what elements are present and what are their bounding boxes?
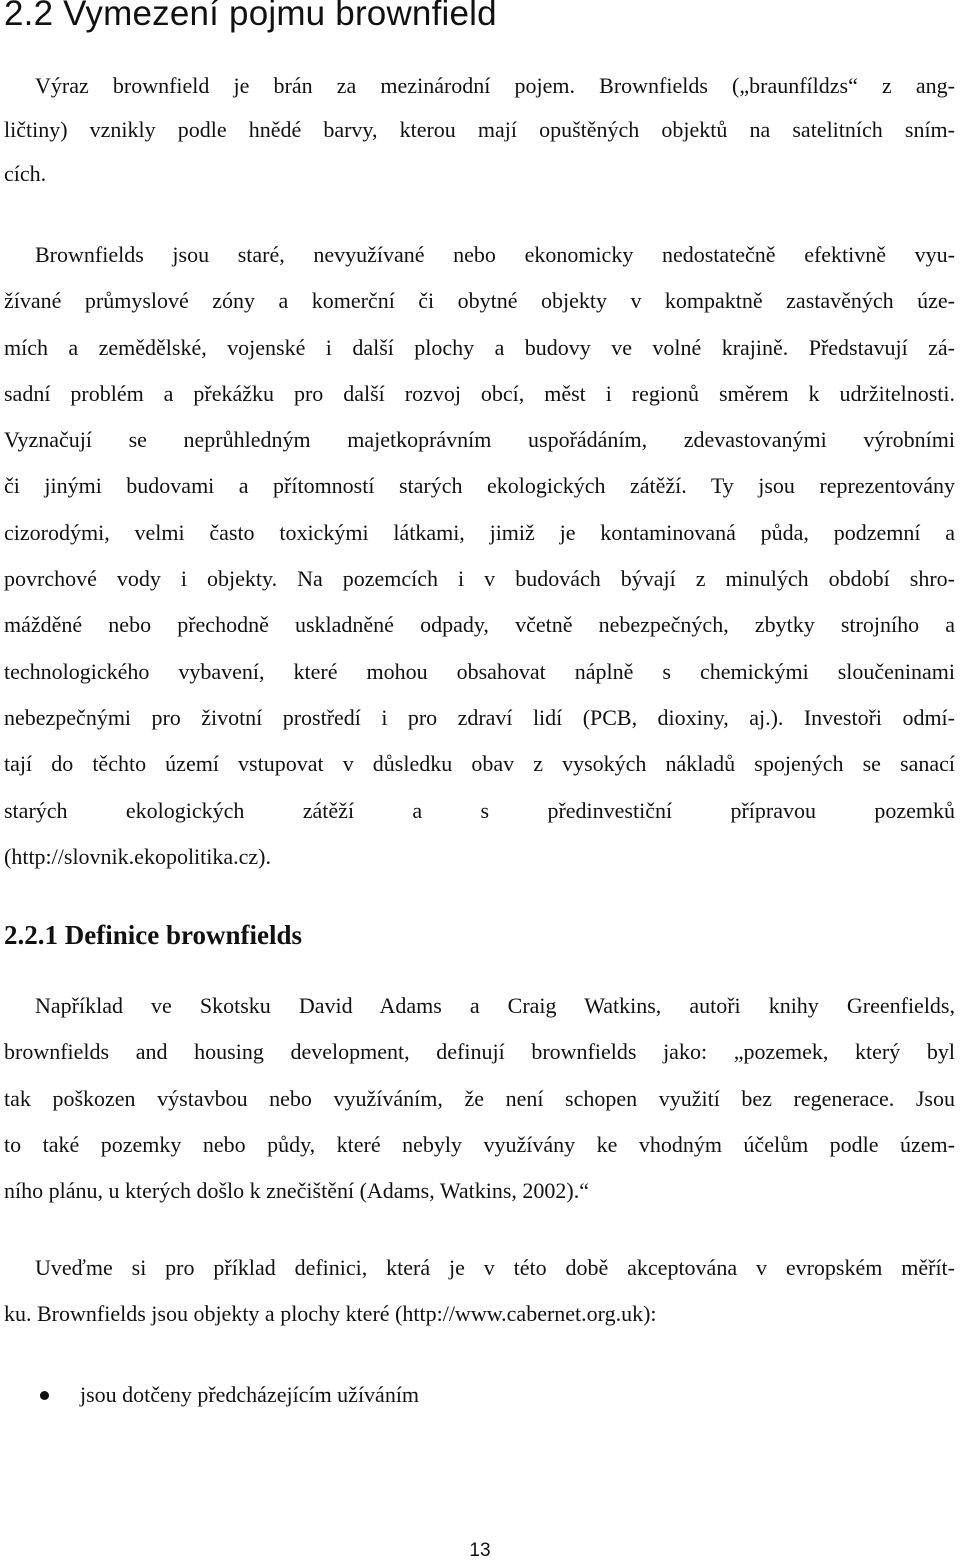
paragraph-line: mích a zemědělské, vojenské i další plochy a budovy ve volné krajině. Představují zá- xyxy=(4,334,955,360)
list-item-text: jsou dotčeny předcházejícím užíváním xyxy=(80,1382,420,1407)
paragraph-line: starých ekologických zátěží a s předinvestiční přípravou pozemků xyxy=(4,797,955,823)
paragraph-line: sadní problém a překážku pro další rozvoj obcí, měst i regionů směrem k udržitelnosti. xyxy=(4,380,955,406)
paragraph-line: ního plánu, u kterých došlo k znečištění (Adams, Watkins, 2002).“ xyxy=(4,1178,589,1204)
paragraph-line: Vyznačují se neprůhledným majetkoprávním uspořádáním, zdevastovanými výrobními xyxy=(4,427,955,453)
paragraph-cabernet xyxy=(4,1245,955,1338)
paragraph-line: Například ve Skotsku David Adams a Craig Watkins, autoři knihy Greenfields, xyxy=(35,993,955,1018)
paragraph-line: ku. Brownfields jsou objekty a plochy které (http://www.cabernet.org.uk): xyxy=(4,1301,657,1327)
paragraph-intro xyxy=(4,64,955,196)
paragraph-line: žívané průmyslové zóny a komerční či obytné objekty v kompaktně zastavěných úze- xyxy=(4,288,955,314)
list-item xyxy=(4,1372,419,1418)
paragraph-line: to také pozemky nebo půdy, které nebyly využívány ke vhodným účelům podle územ- xyxy=(4,1131,955,1157)
page-number: 13 xyxy=(469,1540,491,1561)
paragraph-line: Brownfields jsou staré, nevyužívané nebo ekonomicky nedostatečně efektivně vyu- xyxy=(35,242,955,267)
paragraph-line: mážděné nebo přechodně uskladněné odpady, včetně nebezpečných, zbytky strojního a xyxy=(4,612,955,638)
paragraph-definition xyxy=(4,232,955,880)
paragraph-line: brownfields and housing development, definují brownfields jako: „pozemek, který byl xyxy=(4,1039,955,1065)
bullet-icon xyxy=(40,1391,49,1400)
paragraph-line: tají do těchto území vstupovat v důsledku obav z vysokých nákladů spojených se sanací xyxy=(4,751,955,777)
paragraph-line: cizorodými, velmi často toxickými látkami, jimiž je kontaminovaná půda, podzemní a xyxy=(4,519,955,545)
paragraph-line: či jinými budovami a přítomností starých ekologických zátěží. Ty jsou reprezentovány xyxy=(4,473,955,499)
subsection-heading: 2.2.1 Definice brownfields xyxy=(4,920,302,950)
paragraph-line: Uveďme si pro příklad definici, která je v této době akceptována v evropském měřít- xyxy=(35,1255,955,1280)
paragraph-line: Výraz brownfield je brán za mezinárodní pojem. Brownfields („braunfíldzs“ z ang- xyxy=(35,73,955,98)
paragraph-line: nebezpečnými pro životní prostředí i pro zdraví lidí (PCB, dioxiny, aj.). Investoři odmí- xyxy=(4,704,955,730)
bullet-list xyxy=(4,1372,419,1418)
paragraph-line: ličtiny) vznikly podle hnědé barvy, kterou mají opuštěných objektů na satelitních sním- xyxy=(4,117,955,142)
paragraph-adams-watkins xyxy=(4,983,955,1214)
paragraph-line: technologického vybavení, které mohou obsahovat náplně s chemickými sloučeninami xyxy=(4,658,955,684)
section-heading: 2.2 Vymezení pojmu brownfield xyxy=(4,0,497,33)
paragraph-line: cích. xyxy=(4,161,47,186)
paragraph-line: (http://slovnik.ekopolitika.cz). xyxy=(4,843,272,869)
paragraph-line: povrchové vody i objekty. Na pozemcích i v budovách bývají z minulých období shro- xyxy=(4,566,955,592)
paragraph-line: tak poškozen výstavbou nebo využíváním, že není schopen využití bez regenerace. Jsou xyxy=(4,1085,955,1111)
